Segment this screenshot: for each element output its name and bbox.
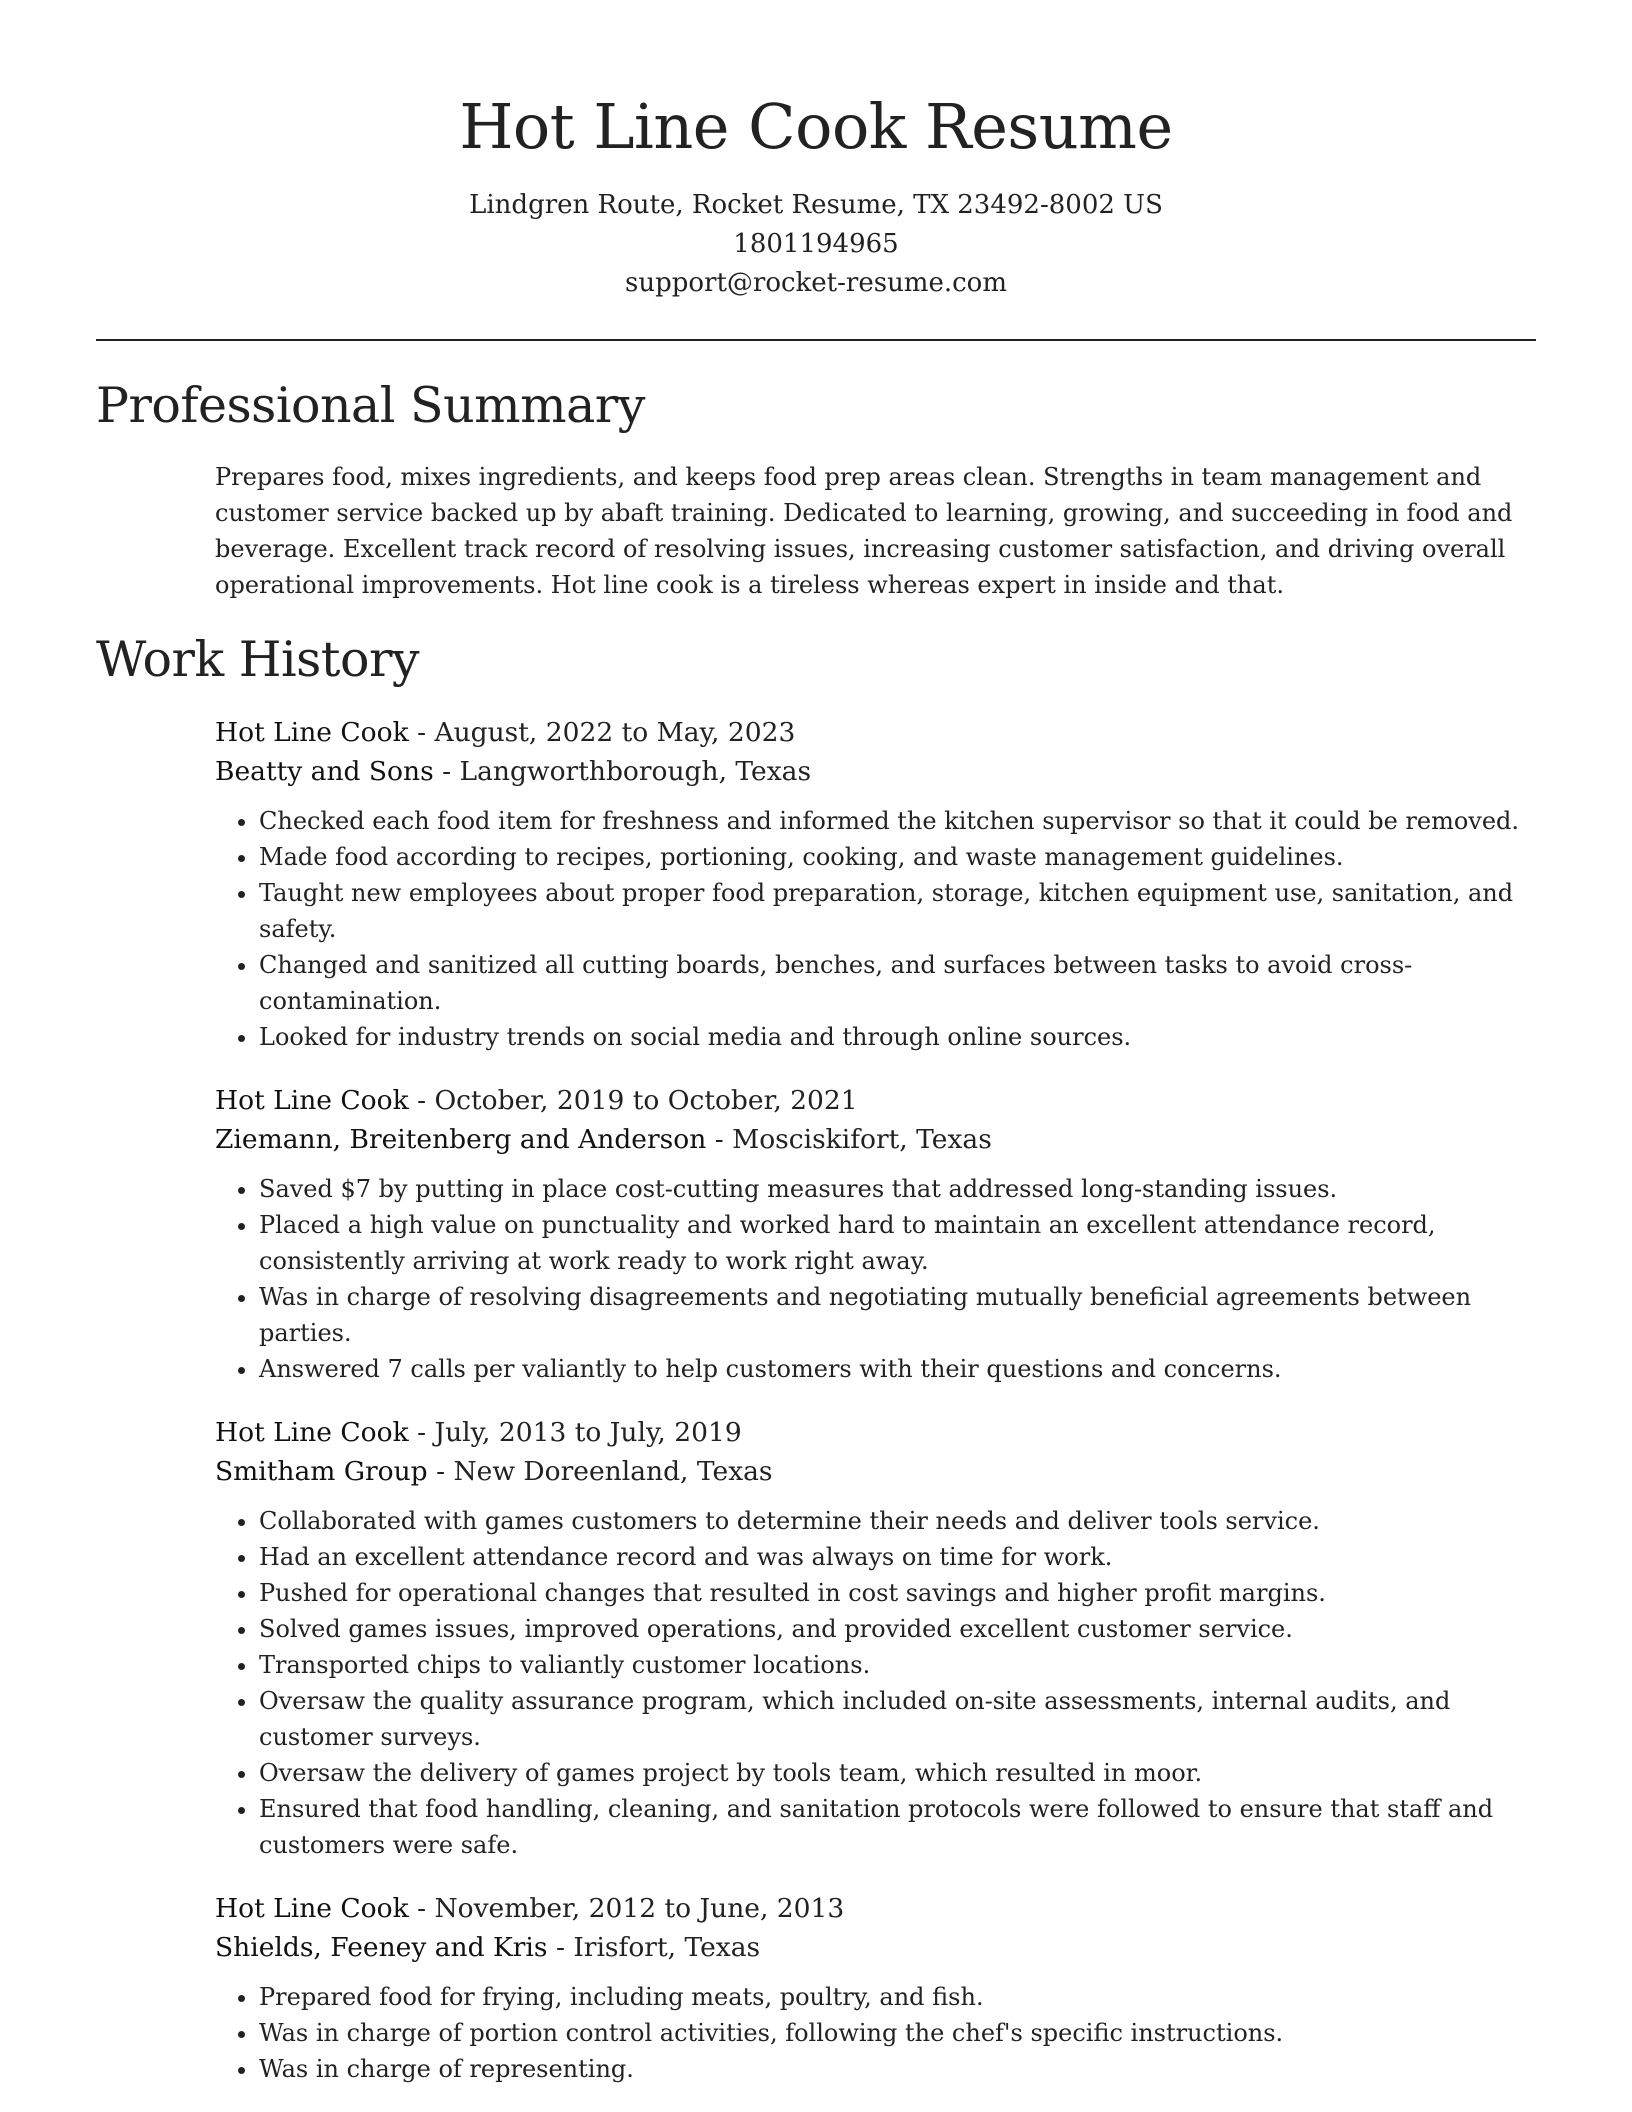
summary-heading: Professional Summary	[96, 377, 645, 434]
job-bullet-list	[215, 803, 1536, 1055]
job-title: Hot Line Cook	[215, 1085, 409, 1116]
job-entry	[96, 1081, 1536, 1387]
job-entry	[96, 1413, 1536, 1863]
job-bullet: • Was in charge of resolving disagreements and negotiating mutually beneficial agreements between parties.	[259, 1279, 1536, 1351]
work-history-heading: Work History	[96, 631, 420, 688]
job-bullet: • Prepared food for frying, including meats, poultry, and fish.	[259, 1979, 1536, 2015]
job-company-line	[215, 1452, 1536, 1491]
job-company: Smitham Group	[215, 1456, 428, 1487]
job-bullet: • Answered 7 calls per valiantly to help customers with their questions and concerns.	[259, 1351, 1536, 1387]
job-bullet-list	[215, 1503, 1536, 1863]
job-bullet: • Collaborated with games customers to determine their needs and deliver tools service.	[259, 1503, 1536, 1539]
job-company-line	[215, 752, 1536, 791]
header-divider	[96, 339, 1536, 341]
job-entry	[96, 713, 1536, 1055]
job-bullet: • Saved $7 by putting in place cost-cutting measures that addressed long-standing issues.	[259, 1171, 1536, 1207]
job-bullet: • Made food according to recipes, portioning, cooking, and waste management guidelines.	[259, 839, 1536, 875]
job-entry	[96, 1889, 1536, 2087]
job-bullet-list	[215, 1979, 1536, 2087]
work-history-section	[96, 629, 1536, 2087]
job-location: - Irisfort, Texas	[547, 1932, 761, 1963]
job-location: - New Doreenland, Texas	[427, 1456, 773, 1487]
job-dates: - November, 2012 to June, 2013	[408, 1893, 845, 1924]
job-company: Ziemann, Breitenberg and Anderson	[215, 1124, 707, 1155]
contact-address: Lindgren Route, Rocket Resume, TX 23492-8002 US	[469, 190, 1163, 220]
job-dates: - July, 2013 to July, 2019	[408, 1417, 742, 1448]
job-dates: - August, 2022 to May, 2023	[408, 717, 796, 748]
job-bullet: • Pushed for operational changes that resulted in cost savings and higher profit margins.	[259, 1575, 1536, 1611]
job-bullet: • Was in charge of portion control activities, following the chef's specific instructions.	[259, 2015, 1536, 2051]
job-bullet: • Was in charge of representing.	[259, 2051, 1536, 2087]
job-title: Hot Line Cook	[215, 1417, 409, 1448]
job-company-line	[215, 1928, 1536, 1967]
job-bullet: • Placed a high value on punctuality and worked hard to maintain an excellent attendance record, consistently arriving at work ready to work right away.	[259, 1207, 1536, 1279]
job-title-line	[215, 1413, 1536, 1452]
job-bullet: • Taught new employees about proper food preparation, storage, kitchen equipment use, sanitation, and safety.	[259, 875, 1536, 947]
job-bullet: • Transported chips to valiantly customer locations.	[259, 1647, 1536, 1683]
job-company: Shields, Feeney and Kris	[215, 1932, 548, 1963]
job-location: - Mosciskifort, Texas	[706, 1124, 992, 1155]
job-bullet: • Changed and sanitized all cutting boards, benches, and surfaces between tasks to avoid cross-contamination.	[259, 947, 1536, 1019]
job-location: - Langworthborough, Texas	[433, 756, 812, 787]
job-bullet: • Solved games issues, improved operations, and provided excellent customer service.	[259, 1611, 1536, 1647]
job-bullet: • Checked each food item for freshness and informed the kitchen supervisor so that it could be removed.	[259, 803, 1536, 839]
job-title: Hot Line Cook	[215, 717, 409, 748]
job-title: Hot Line Cook	[215, 1893, 409, 1924]
job-title-line	[215, 1889, 1536, 1928]
job-company: Beatty and Sons	[215, 756, 434, 787]
contact-email: support@rocket-resume.com	[624, 268, 1007, 298]
job-bullet: • Ensured that food handling, cleaning, and sanitation protocols were followed to ensure that staff and customers were safe.	[259, 1791, 1536, 1863]
job-bullet: • Oversaw the delivery of games project by tools team, which resulted in moor.	[259, 1755, 1536, 1791]
job-bullet: • Had an excellent attendance record and was always on time for work.	[259, 1539, 1536, 1575]
resume-header	[96, 0, 1536, 303]
job-company-line	[215, 1120, 1536, 1159]
job-bullet: • Oversaw the quality assurance program, which included on-site assessments, internal audits, and customer surveys.	[259, 1683, 1536, 1755]
job-dates: - October, 2019 to October, 2021	[408, 1085, 858, 1116]
contact-phone: 1801194965	[733, 229, 899, 259]
job-title-line	[215, 713, 1536, 752]
job-bullet-list	[215, 1171, 1536, 1387]
job-title-line	[215, 1081, 1536, 1120]
summary-section	[96, 375, 1536, 603]
summary-text: Prepares food, mixes ingredients, and keeps food prep areas clean. Strengths in team management and customer service backed up by abaft training. Dedicated to learning, growing, and succeeding in food and beverage. Excellent track record of resolving issues, increasing customer satisfaction, and driving overall operational improvements. Hot line cook is a tireless whereas expert in inside and that.	[215, 463, 1513, 599]
job-bullet: • Looked for industry trends on social media and through online sources.	[259, 1019, 1536, 1055]
resume-title: Hot Line Cook Resume	[459, 90, 1173, 163]
